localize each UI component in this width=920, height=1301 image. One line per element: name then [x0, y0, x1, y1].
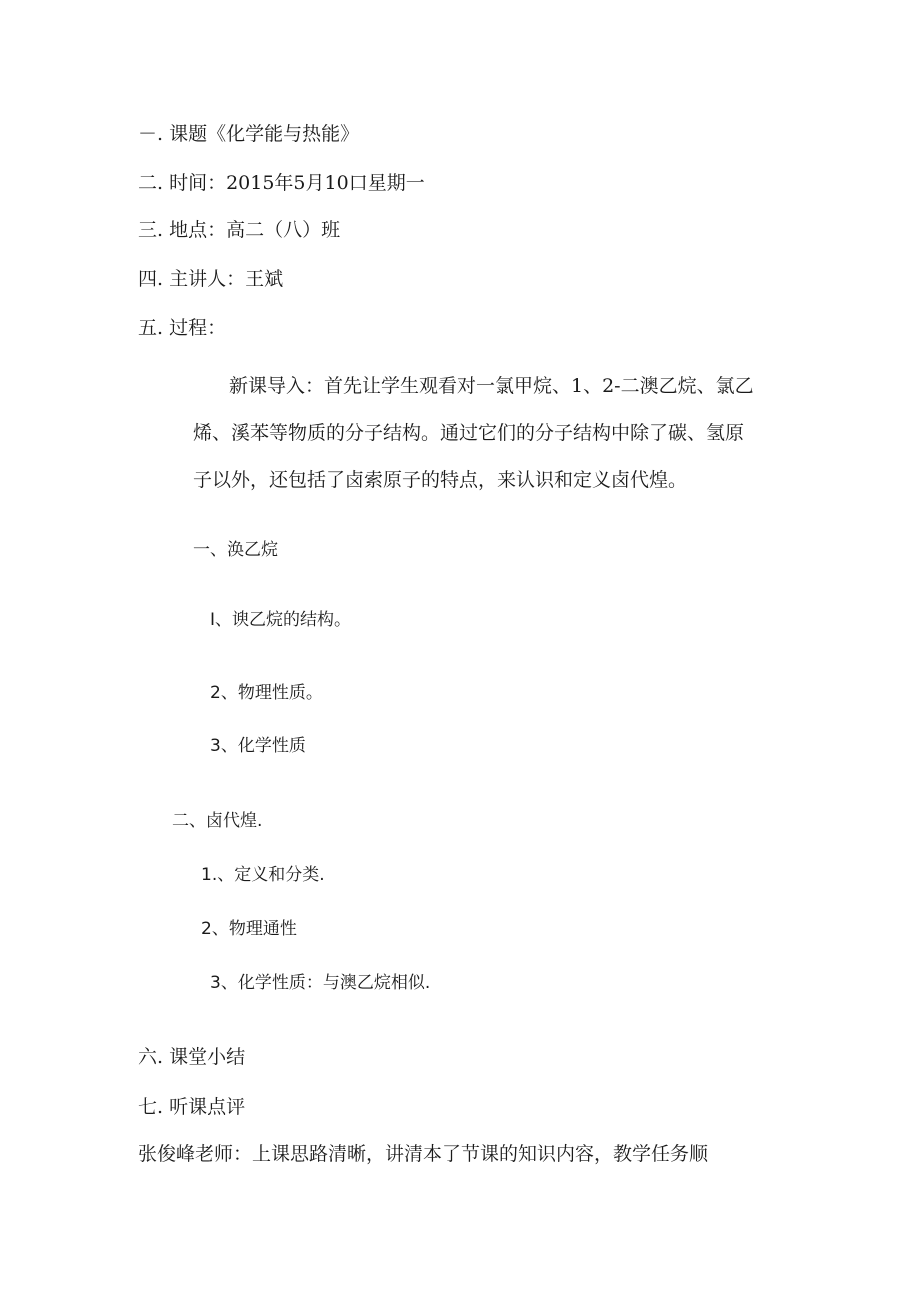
- intro-line-1: 新课导入：首先让学生观看对一氯甲烷、1、2-二澳乙烷、氯乙: [229, 375, 754, 397]
- intro-paragraph: [193, 363, 793, 504]
- section1-item-3: 3、化学性质: [210, 736, 306, 756]
- heading-topic: －. 课题《化学能与热能》: [138, 123, 360, 145]
- section2-item-2: 2、物理通性: [201, 919, 297, 939]
- heading-location: 三. 地点：高二（八）班: [138, 219, 341, 241]
- heading-review: 七. 听课点评: [138, 1096, 246, 1118]
- section1-item-1: I、谀乙烷的结构。: [210, 610, 352, 630]
- section2-title: 二、卤代煌.: [172, 811, 263, 831]
- review-comment: 张俊峰老师：上课思路清晰，讲清本了节课的知识内容，教学任务顺: [138, 1143, 709, 1165]
- section1-title: 一、涣乙烷: [193, 540, 278, 560]
- intro-line-2: 烯、溪苯等物质的分子结构。通过它们的分子结构中除了碳、氢原: [193, 422, 745, 444]
- heading-summary: 六. 课堂小结: [138, 1046, 246, 1068]
- heading-process: 五. 过程：: [138, 317, 227, 339]
- section2-item-3: 3、化学性质：与澳乙烷相似.: [210, 973, 431, 993]
- intro-line-3: 子以外，还包括了卤索原子的特点，来认识和定义卤代煌。: [193, 469, 688, 491]
- section1-item-2: 2、物理性质。: [210, 683, 323, 703]
- section2-item-1: 1.、定义和分类.: [201, 865, 325, 885]
- heading-speaker: 四. 主讲人：王斌: [138, 268, 284, 290]
- heading-time: 二. 时间：2015年5月10口星期一: [138, 172, 425, 194]
